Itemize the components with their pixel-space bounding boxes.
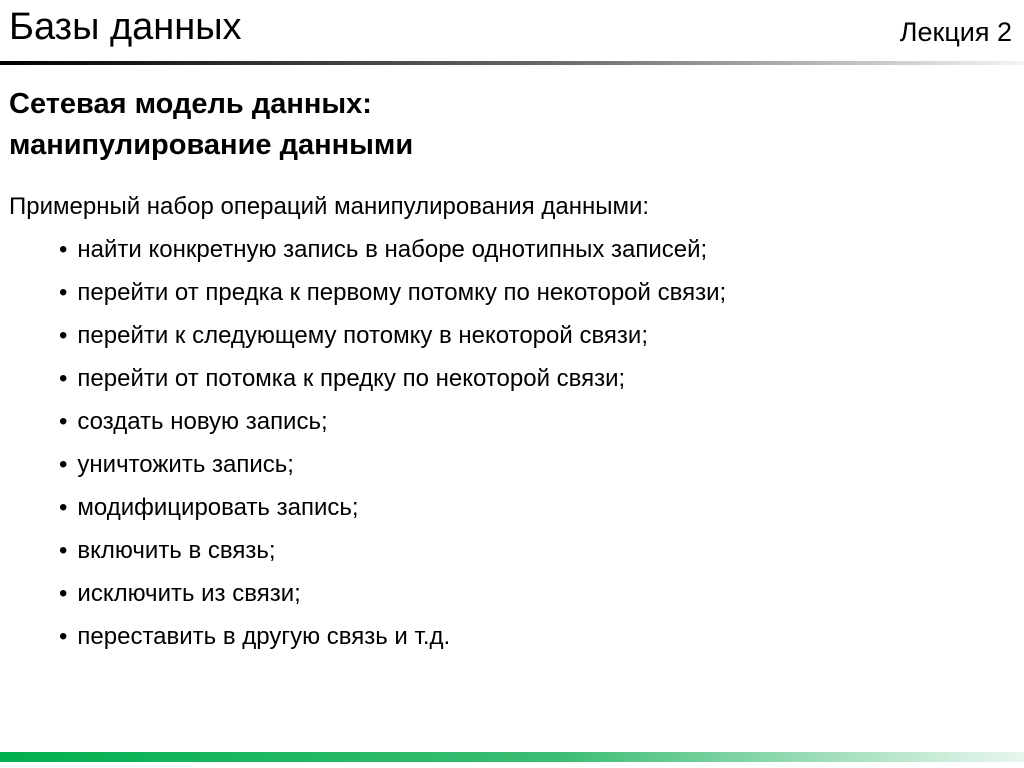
list-item <box>59 236 1015 264</box>
list-item-text: модифицировать запись; <box>77 494 359 521</box>
list-item <box>59 322 1015 350</box>
list-item-text: уничтожить запись; <box>77 451 294 478</box>
bullet-icon: • <box>59 236 68 263</box>
section-title-line-1: Сетевая модель данных: <box>9 88 372 120</box>
footer-accent-bar <box>0 752 1024 762</box>
list-item-text: найти конкретную запись в наборе однотипных записей; <box>77 236 708 263</box>
list-item <box>59 537 1015 565</box>
lecture-number: Лекция 2 <box>899 17 1012 47</box>
section-title <box>9 84 1015 166</box>
list-item <box>59 365 1015 393</box>
list-item-text: создать новую запись; <box>77 408 328 435</box>
page-title: Базы данных <box>9 6 242 48</box>
list-item-text: включить в связь; <box>77 537 276 564</box>
bullet-icon: • <box>59 494 68 521</box>
list-item-text: исключить из связи; <box>77 580 301 607</box>
list-item <box>59 451 1015 479</box>
bullet-icon: • <box>59 322 68 349</box>
slide-header <box>0 0 1024 62</box>
header-divider-rule <box>0 61 1024 65</box>
bullet-icon: • <box>59 537 68 564</box>
bullet-icon: • <box>59 365 68 392</box>
list-item-text: переставить в другую связь и т.д. <box>77 623 451 650</box>
list-item-text: перейти к следующему потомку в некоторой связи; <box>77 322 649 349</box>
bullet-icon: • <box>59 279 68 306</box>
list-item-text: перейти от потомка к предку по некоторой связи; <box>77 365 626 392</box>
list-item <box>59 408 1015 436</box>
list-item <box>59 580 1015 608</box>
bullet-icon: • <box>59 580 68 607</box>
bullet-icon: • <box>59 623 68 650</box>
section-title-line-2: манипулирование данными <box>9 129 414 161</box>
bullet-icon: • <box>59 451 68 478</box>
bullet-list <box>9 236 1015 651</box>
slide-content <box>9 84 1015 651</box>
list-item <box>59 623 1015 651</box>
bullet-icon: • <box>59 408 68 435</box>
intro-text: Примерный набор операций манипулирования данными: <box>9 193 650 220</box>
list-item <box>59 494 1015 522</box>
list-item-text: перейти от предка к первому потомку по некоторой связи; <box>77 279 727 306</box>
list-item <box>59 279 1015 307</box>
